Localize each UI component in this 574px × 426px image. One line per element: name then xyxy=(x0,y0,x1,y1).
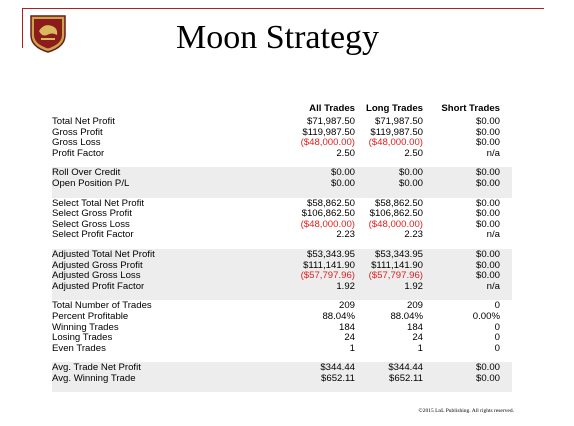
cell-value: $0.00 xyxy=(475,218,500,230)
cell-value: 88.04% xyxy=(322,310,355,322)
table-row xyxy=(52,128,512,139)
cell-value: $0.00 xyxy=(475,208,500,220)
table-row xyxy=(52,282,512,293)
cell-value: $0.00 xyxy=(475,177,500,189)
row-label: Even Trades xyxy=(52,342,106,354)
cell-value: $71,987.50 xyxy=(374,116,423,127)
cell-value: $0.00 xyxy=(475,248,500,260)
cell-value: 2.50 xyxy=(336,147,355,159)
cell-value: 209 xyxy=(338,300,355,312)
row-label: Select Total Net Profit xyxy=(52,197,145,209)
row-label: Adjusted Total Net Profit xyxy=(52,248,155,260)
cell-value: ($48,000.00) xyxy=(300,137,355,149)
table-row xyxy=(52,179,512,190)
cell-value: ($48,000.00) xyxy=(300,218,355,230)
cell-value: $344.44 xyxy=(388,362,423,374)
cell-value: 2.23 xyxy=(404,229,423,241)
row-label: Gross Profit xyxy=(52,126,103,138)
table-header xyxy=(52,104,512,116)
stat-group xyxy=(52,198,512,249)
cell-value: $0.00 xyxy=(398,167,423,179)
row-label: Adjusted Gross Profit xyxy=(52,259,143,271)
table-row xyxy=(52,323,512,334)
cell-value: n/a xyxy=(486,147,500,159)
cell-value: 2.23 xyxy=(336,229,355,241)
table-row xyxy=(52,374,512,385)
col-header-all-trades: All Trades xyxy=(309,103,355,114)
stat-group xyxy=(52,300,512,362)
copyright-notice: ©2015 LnL Publishing. All rights reserved. xyxy=(418,408,514,414)
shield-logo-icon xyxy=(28,13,68,53)
cell-value: 209 xyxy=(406,300,423,312)
cell-value: 88.04% xyxy=(390,310,423,322)
cell-value: ($48,000.00) xyxy=(368,137,423,149)
header-rule xyxy=(22,8,544,9)
cell-value: 24 xyxy=(412,332,423,344)
cell-value: $0.00 xyxy=(330,167,355,179)
row-label: Percent Profitable xyxy=(52,310,129,322)
cell-value: $71,987.50 xyxy=(306,116,355,127)
row-label: Select Profit Factor xyxy=(52,229,134,241)
table-row xyxy=(52,250,512,261)
cell-value: $111,141.90 xyxy=(371,259,423,271)
stat-group xyxy=(52,167,512,197)
performance-summary-table xyxy=(52,104,512,392)
stat-group xyxy=(52,116,512,167)
table-row xyxy=(52,149,512,160)
cell-value: ($57,797.96) xyxy=(300,270,355,282)
cell-value: $0.00 xyxy=(330,177,355,189)
cell-value: 2.50 xyxy=(404,147,423,159)
row-label: Total Net Profit xyxy=(52,116,115,127)
cell-value: $652.11 xyxy=(389,372,423,384)
cell-value: 0 xyxy=(494,332,500,344)
cell-value: n/a xyxy=(486,280,500,292)
row-label: Losing Trades xyxy=(52,332,113,344)
cell-value: 0 xyxy=(494,321,500,333)
cell-value: $0.00 xyxy=(475,259,500,271)
table-row xyxy=(52,117,512,128)
cell-value: 24 xyxy=(344,332,355,344)
cell-value: $53,343.95 xyxy=(374,248,423,260)
cell-value: $0.00 xyxy=(475,197,500,209)
row-label: Adjusted Gross Loss xyxy=(52,270,141,282)
cell-value: $119,987.50 xyxy=(370,126,423,138)
row-label: Profit Factor xyxy=(52,147,105,159)
header-side-rule xyxy=(22,8,23,48)
cell-value: $0.00 xyxy=(475,167,500,179)
row-label: Avg. Winning Trade xyxy=(52,372,136,384)
cell-value: $652.11 xyxy=(321,372,355,384)
cell-value: 0 xyxy=(494,342,500,354)
col-header-long-trades: Long Trades xyxy=(365,103,423,114)
stat-group xyxy=(52,362,512,392)
cell-value: ($48,000.00) xyxy=(368,218,423,230)
table-row xyxy=(52,333,512,344)
cell-value: $53,343.95 xyxy=(306,248,355,260)
row-label: Avg. Trade Net Profit xyxy=(52,362,141,374)
row-label: Roll Over Credit xyxy=(52,167,121,179)
cell-value: 184 xyxy=(406,321,423,333)
cell-value: $106,862.50 xyxy=(369,208,423,220)
row-label: Select Gross Loss xyxy=(52,218,130,230)
cell-value: $106,862.50 xyxy=(301,208,355,220)
cell-value: $0.00 xyxy=(475,372,500,384)
cell-value: $344.44 xyxy=(320,362,355,374)
row-label: Open Position P/L xyxy=(52,177,130,189)
row-label: Total Number of Trades xyxy=(52,300,152,312)
row-label: Winning Trades xyxy=(52,321,119,333)
cell-value: n/a xyxy=(486,229,500,241)
page-title: Moon Strategy xyxy=(176,19,380,56)
cell-value: 0.00% xyxy=(472,310,500,322)
table-row xyxy=(52,230,512,241)
cell-value: 1.92 xyxy=(336,280,355,292)
stat-group xyxy=(52,249,512,300)
row-label: Gross Loss xyxy=(52,137,101,149)
cell-value: 1 xyxy=(349,342,355,354)
cell-value: $0.00 xyxy=(475,137,500,149)
col-header-short-trades: Short Trades xyxy=(441,103,500,114)
cell-value: $0.00 xyxy=(475,126,500,138)
table-row xyxy=(52,138,512,149)
row-label: Select Gross Profit xyxy=(52,208,132,220)
row-label: Adjusted Profit Factor xyxy=(52,280,145,292)
cell-value: $58,862.50 xyxy=(374,197,423,209)
cell-value: 0 xyxy=(494,300,500,312)
stat-groups xyxy=(52,116,512,392)
cell-value: $111,141.90 xyxy=(303,259,355,271)
cell-value: 184 xyxy=(338,321,355,333)
table-row xyxy=(52,344,512,355)
table-row xyxy=(52,312,512,323)
cell-value: 1 xyxy=(417,342,423,354)
cell-value: $0.00 xyxy=(475,116,500,127)
cell-value: $0.00 xyxy=(398,177,423,189)
cell-value: $0.00 xyxy=(475,270,500,282)
cell-value: $119,987.50 xyxy=(302,126,355,138)
cell-value: ($57,797.96) xyxy=(368,270,423,282)
cell-value: $58,862.50 xyxy=(306,197,355,209)
cell-value: $0.00 xyxy=(475,362,500,374)
cell-value: 1.92 xyxy=(404,280,423,292)
